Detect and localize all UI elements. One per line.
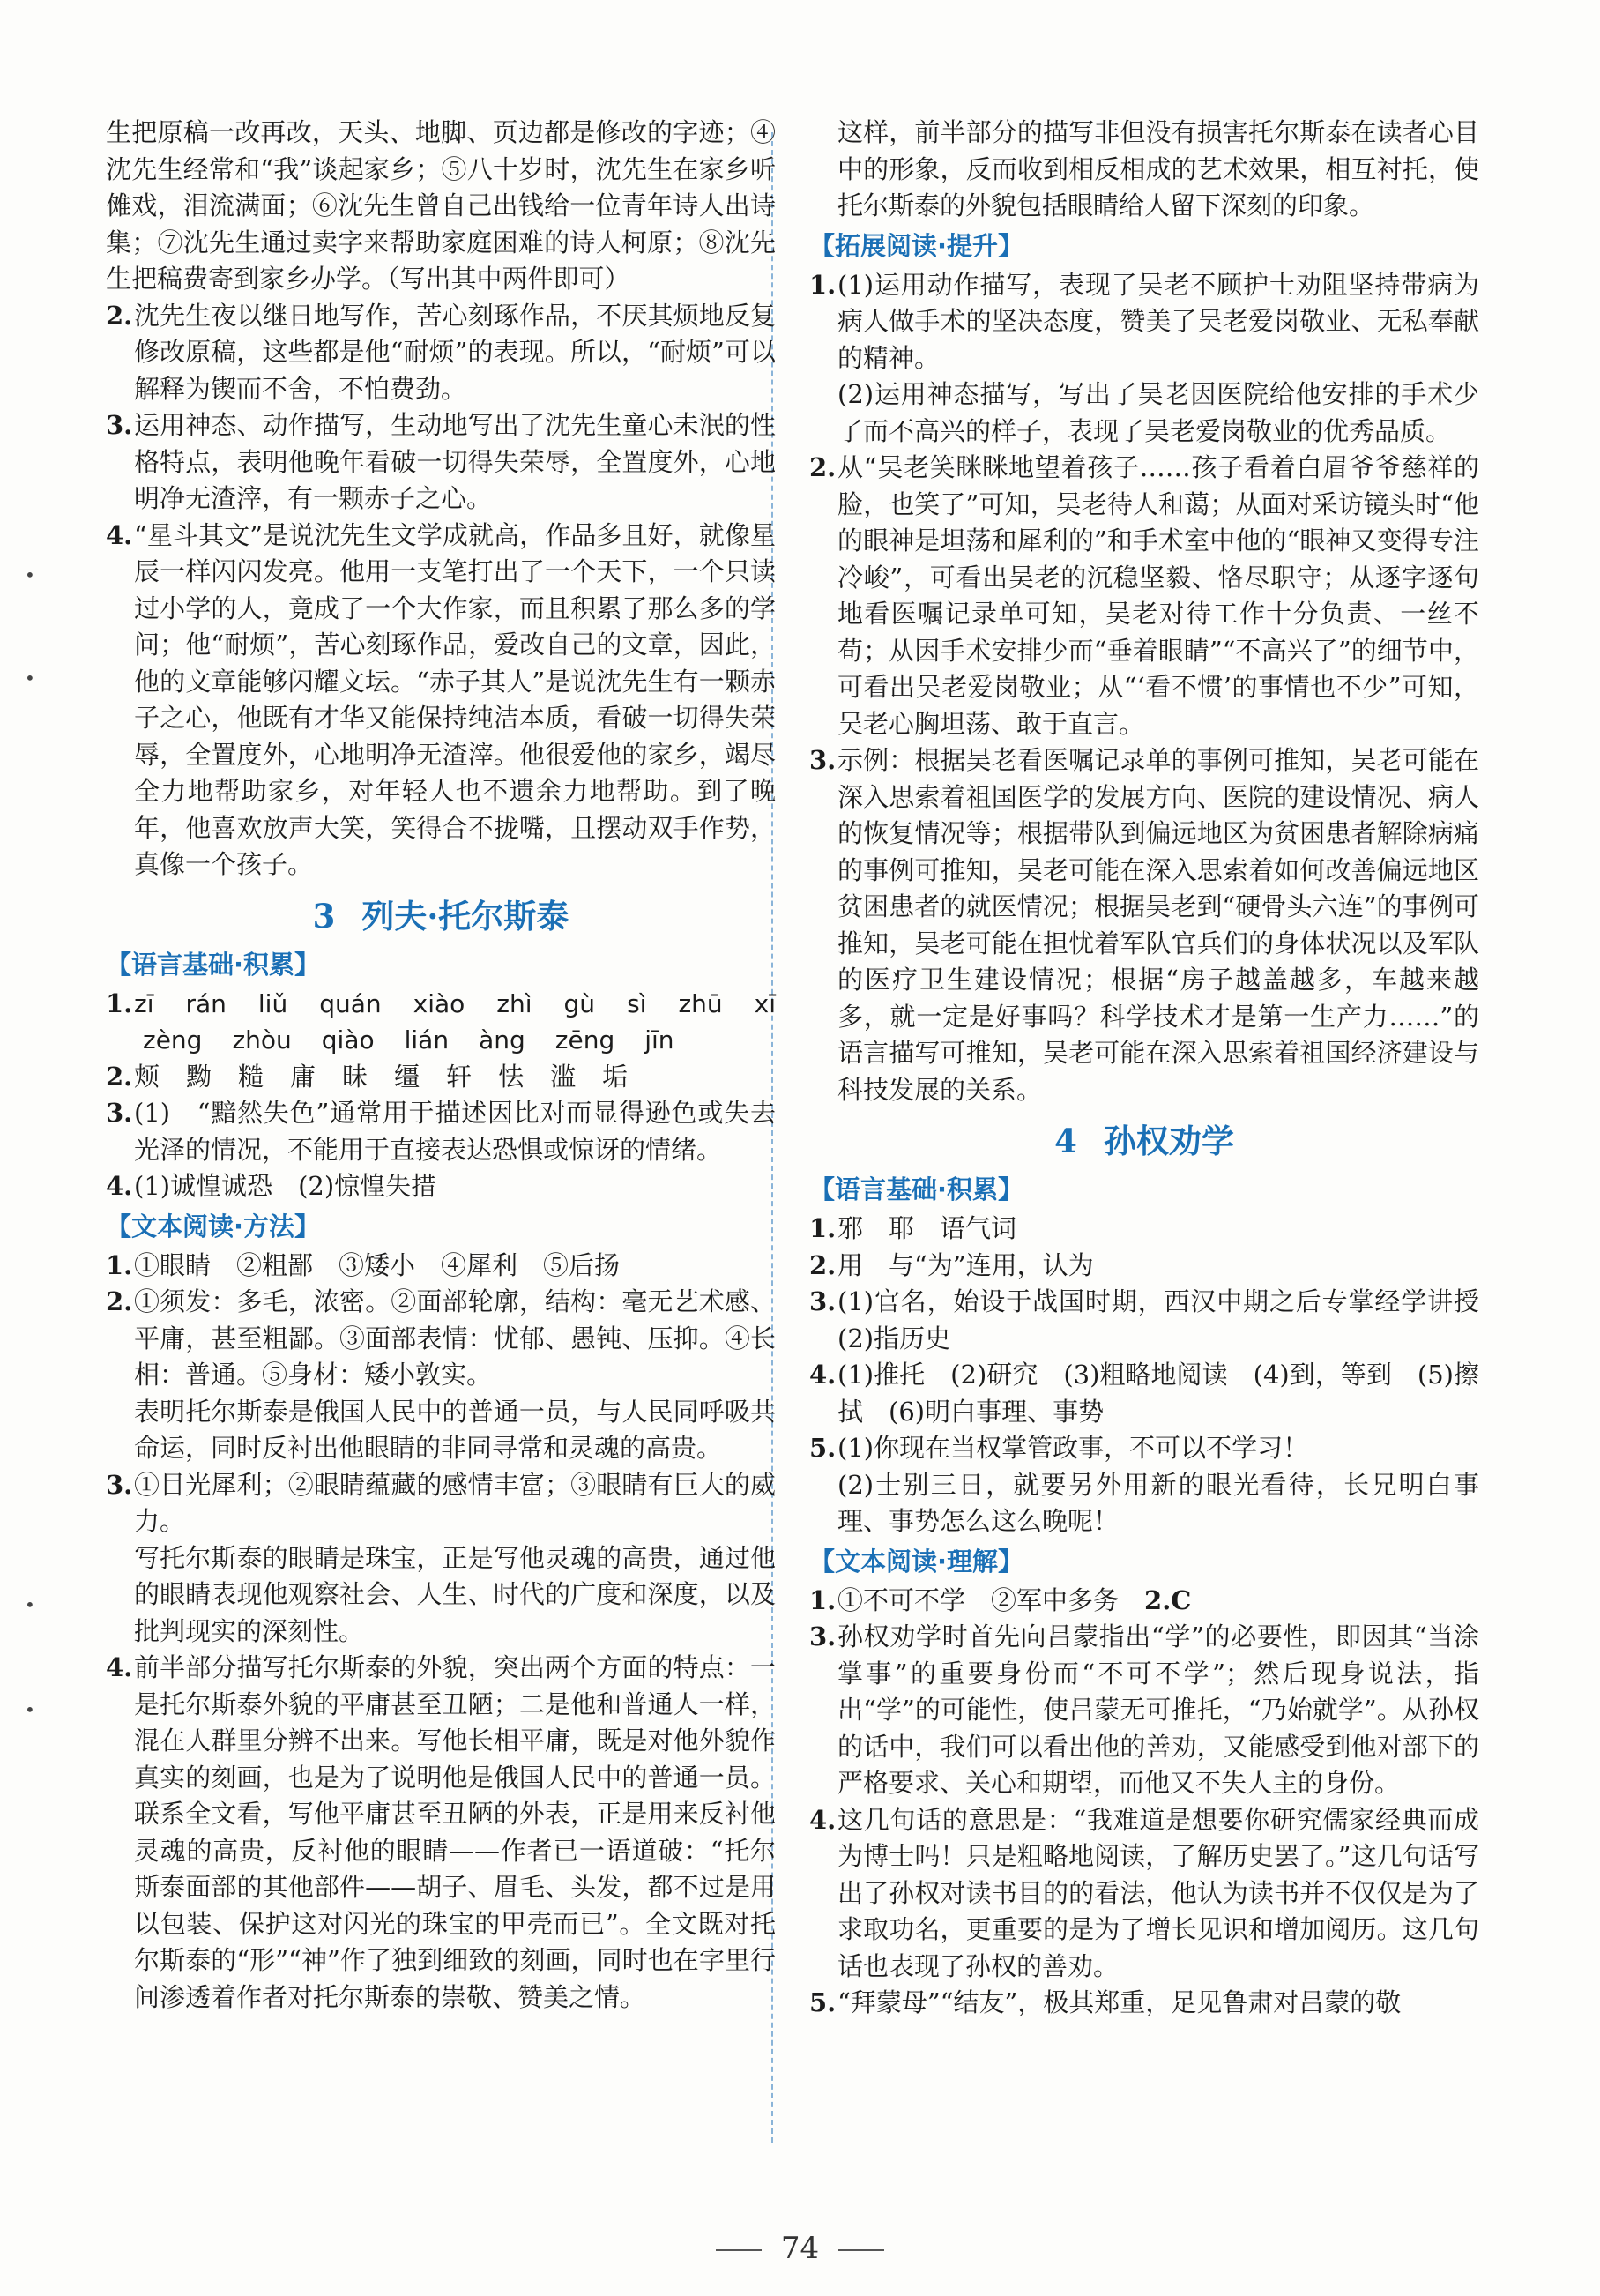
section-heading: 【语言基础·积累】 [106,949,321,980]
answer-item [809,1211,1479,1248]
answer-text: 从“吴老笑眯眯地望着孩子……孩子看着白眉爷爷慈祥的脸，也笑了”可知，吴老待人和蔼；从面对采访镜头时“他的眼神是坦荡和犀利的”和手术室中他的“眼神又变得专注冷峻”，可看出吴老的沉稳坚毅、恪尽职守；从逐字逐句地看医嘱记录单可知，吴老对待工作十分负责、一丝不苟；从因手术安排少而“垂着眼睛”“不高兴了”的细节中，可看出吴老爱岗敬业；从“‘看不惯’的事情也不少”可知，吴老心胸坦荡、敢于直言。 [837,452,1479,739]
lesson-name: 孙权劝学 [1103,1122,1234,1160]
character: 轩 [446,1061,473,1092]
left-column [106,115,776,2016]
section-heading: 【语言基础·积累】 [809,1174,1024,1204]
answer-item [106,1248,776,1285]
item-number: 1. [106,988,133,1018]
answer-text: ①眼睛 ②粗鄙 ③矮小 ④犀利 ⑤后扬 [134,1249,621,1280]
pinyin: liǔ [257,988,288,1018]
answer-item [809,1583,1479,1620]
answer-item [809,1284,1506,1357]
item-number: 1. [809,1213,837,1243]
item-number: 2. [106,300,133,331]
answer-item [106,1095,776,1168]
margin-dot: • [25,564,35,585]
item-number: 4. [106,519,133,550]
item-number: 4. [809,1360,837,1390]
lesson-number: 3 [312,896,336,936]
answer-text: (1)运用动作描写，表现了吴老不顾护士劝阻坚持带病为病人做手术的坚决态度，赞美了吴老爱岗敬业、无私奉献的精神。 [837,269,1479,373]
answer-text: “拜蒙母”“结友”，极其郑重，足见鲁肃对吕蒙的敬 [837,1987,1402,2017]
item-number: 1. [106,1249,133,1280]
answer-item [106,1467,776,1540]
pinyin-row [134,986,776,1023]
pinyin: rán [185,988,227,1018]
answer-item [106,1284,776,1394]
answer-item [809,450,1479,742]
answer-item [809,1985,1479,2022]
pinyin: xī [754,988,776,1018]
character: 庸 [290,1061,316,1092]
page-footer [0,2231,1600,2266]
section-heading: 【文本阅读·理解】 [809,1546,1024,1577]
answer-item [106,1650,776,2016]
answer-text: 用 与“为”连用，认为 [837,1249,1094,1280]
footer-dash [716,2249,762,2251]
answer-item [809,267,1479,377]
answer-text: (1) “黯然失色”通常用于描述因比对而显得逊色或失去光泽的情况，不能用于直接表达恐惧或惊讶的情绪。 [134,1098,776,1165]
item-number: 4. [809,1804,837,1835]
answer-item [106,407,776,518]
answer-text: (1)诚惶诚恐 (2)惊惶失措 [134,1171,437,1201]
answer-item [106,986,776,1023]
item-number: 2. [106,1286,133,1316]
item-number: 5. [809,1433,837,1463]
answer-item [809,1248,1479,1285]
answer-item [809,742,1479,1108]
answer-item [106,298,776,408]
answer-item [106,1168,776,1205]
item-number: 2. [106,1061,133,1092]
answer-text: 示例：根据吴老看医嘱记录单的事例可推知，吴老可能在深入思索着祖国医学的发展方向、医院的建设情况、病人的恢复情况等；根据带队到偏远地区为贫困患者解除病痛的事例可推知，吴老可能在深入思索着如何改善偏远地区贫困患者的就医情况；根据吴老到“硬骨头六连”的事例可推知，吴老可能在担忧着军队官兵们的身体状况以及军队的医疗卫生建设情况；根据“房子越盖越多，车越来越多，就一定是好事吗？科学技术才是第一生产力……”的语言描写可推知，吴老可能在深入思索着祖国经济建设与科技发展的关系。 [837,745,1479,1105]
pinyin: zhòu [232,1025,292,1055]
answer-text: 生把原稿一改再改，天头、地脚、页边都是修改的字迹；④沈先生经常和“我”谈起家乡；⑤八十岁时，沈先生在家乡听傩戏，泪流满面；⑥沈先生曾自己出钱给一位青年诗人出诗集；⑦沈先生通过卖字来帮助家庭困难的诗人柯原；⑧沈先生把稿费寄到家乡办学。（写出其中两件即可） [106,117,776,294]
pinyin-row [106,1022,776,1059]
character: 颊 [134,1061,160,1092]
item-number: 3. [809,1286,837,1316]
item-number: 3. [809,745,837,775]
answer-text: (2)运用神态描写，写出了吴老因医院给他安排的手术少了而不高兴的样子，表现了吴老爱岗敬业的优秀品质。 [837,379,1479,446]
margin-dot: • [25,667,35,689]
pinyin: lián [404,1025,450,1055]
character-list [134,1059,776,1096]
pinyin: zī [134,988,154,1018]
answer-text: 2.C [1144,1584,1192,1615]
answer-text: 前半部分描写托尔斯泰的外貌，突出两个方面的特点：一是托尔斯泰外貌的平庸甚至丑陋；二是他和普通人一样，混在人群里分辨不出来。写他长相平庸，既是对他外貌作真实的刻画，也是为了说明他是俄国人民中的普通一员。联系全文看，写他平庸甚至丑陋的外表，正是用来反衬他灵魂的高贵，反衬他的眼睛——作者已一语道破：“托尔斯泰面部的其他部件——胡子、眉毛、头发，都不过是用以包装、保护这对闪光的珠宝的甲壳而已”。全文既对托尔斯泰的“形”“神”作了独到细致的刻画，同时也在字里行间渗透着作者对托尔斯泰的崇敬、赞美之情。 [134,1652,776,2012]
answer-text: 表明托尔斯泰是俄国人民中的普通一员，与人民同呼吸共命运，同时反衬出他眼睛的非同寻常和灵魂的高贵。 [134,1396,776,1463]
character: 怯 [498,1061,525,1092]
answer-text: (1)官名，始设于战国时期，西汉中期之后专掌经学讲授 (2)指历史 [837,1286,1506,1353]
item-number: 2. [809,1249,837,1280]
pinyin: zhū [678,988,723,1018]
pinyin: xiào [413,988,465,1018]
answer-text: 运用神态、动作描写，生动地写出了沈先生童心未泯的性格特点，表明他晚年看破一切得失荣辱，全置度外，心地明净无渣滓，有一颗赤子之心。 [134,410,776,513]
character: 缰 [394,1061,420,1092]
answer-text: (1)推托 (2)研究 (3)粗略地阅读 (4)到，等到 (5)擦拭 (6)明白事理、事势 [837,1360,1479,1427]
character: 昧 [342,1061,368,1092]
answer-text: 这几句话的意思是：“我难道是想要你研究儒家经典而成为博士吗！只是粗略地阅读，了解历史罢了。”这几句话写出了孙权对读书目的的看法，他认为读书并不仅仅是为了求取功名，更重要的是为了增长见识和增加阅历。这几句话也表现了孙权的善劝。 [837,1804,1479,1981]
character: 糙 [238,1061,264,1092]
pinyin: qiào [321,1025,375,1055]
lesson-title [106,889,776,943]
item-number: 1. [809,269,837,300]
answer-item [106,518,776,883]
pinyin: jīn [644,1025,674,1055]
answer-text: ①须发：多毛，浓密。②面部轮廓，结构：毫无艺术感、平庸，甚至粗鄙。③面部表情：忧郁、愚钝、压抑。④长相：普通。⑤身材：矮小敦实。 [134,1286,776,1390]
answer-text: 邪 耶 语气词 [837,1213,1017,1243]
pinyin: àng [479,1025,525,1055]
answer-text: (1)你现在当权掌管政事，不可以不学习！ [837,1433,1309,1463]
item-number: 3. [106,410,133,440]
item-number: 4. [106,1171,133,1201]
section-heading: 【拓展阅读·提升】 [809,230,1024,261]
answer-text: 写托尔斯泰的眼睛是珠宝，正是写他灵魂的高贵，通过他的眼睛表现他观察社会、人生、时代的广度和深度，以及批判现实的深刻性。 [134,1542,776,1646]
answer-text: ①目光犀利；②眼睛蕴藏的感情丰富；③眼睛有巨大的威力。 [134,1469,776,1536]
page-number: 74 [780,2231,820,2266]
pinyin: zēng [554,1025,615,1055]
item-number: 2. [809,452,837,482]
answer-item [809,1619,1479,1802]
pinyin: quán [319,988,382,1018]
item-number: 3. [106,1098,133,1128]
answer-text: “星斗其文”是说沈先生文学成就高，作品多且好，就像星辰一样闪闪发亮。他用一支笔打出了一个天下，一个只读过小学的人，竟成了一个大作家，而且积累了那么多的学问；他“耐烦”，苦心刻琢作品，爱改自己的文章，因此，他的文章能够闪耀文坛。“赤子其人”是说沈先生有一颗赤子之心，他既有才华又能保持纯洁本质，看破一切得失荣辱，全置度外，心地明净无渣滓。他很爱他的家乡，竭尽全力地帮助家乡，对年轻人也不遗余力地帮助。到了晚年，他喜欢放声大笑，笑得合不拢嘴，且摆动双手作势，真像一个孩子。 [134,519,776,879]
character: 垢 [602,1061,629,1092]
answer-item [809,1802,1479,1986]
character: 滥 [550,1061,577,1092]
right-column [809,115,1506,2022]
section-heading: 【文本阅读·方法】 [106,1211,321,1241]
pinyin: zèng [143,1025,203,1055]
answer-text: ①不可不学 ②军中多务 [837,1584,1145,1615]
margin-dot: • [25,1594,35,1615]
answer-text: 沈先生夜以继日地写作，苦心刻琢作品，不厌其烦地反复修改原稿，这些都是他“耐烦”的表现。所以，“耐烦”可以解释为锲而不舍，不怕费劲。 [134,300,776,404]
answer-text: (2)士别三日，就要另外用新的眼光看待，长兄明白事理、事势怎么这么晚呢！ [837,1469,1479,1536]
answer-text: 孙权劝学时首先向吕蒙指出“学”的必要性，即因其“当涂掌事”的重要身份而“不可不学”；然后现身说法，指出“学”的可能性，使吕蒙无可推托，“乃始就学”。从孙权的话中，我们可以看出他的善劝，又能感受到他对部下的严格要求、关心和期望，而他又不失人主的身份。 [837,1621,1479,1798]
lesson-title [809,1114,1479,1168]
pinyin: sì [627,988,647,1018]
margin-dot: • [25,1699,35,1720]
item-number: 4. [106,1652,133,1682]
lesson-name: 列夫·托尔斯泰 [361,896,569,936]
item-number: 3. [809,1621,837,1651]
item-number: 3. [106,1469,133,1500]
pinyin: gù [563,988,596,1018]
lesson-number: 4 [1054,1122,1077,1160]
answer-text: 这样，前半部分的描写非但没有损害托尔斯泰在读者心目中的形象，反而收到相反相成的艺术效果，相互衬托，使托尔斯泰的外貌包括眼睛给人留下深刻的印象。 [837,117,1479,220]
item-number: 1. [809,1584,837,1615]
character: 黝 [186,1061,212,1092]
answer-item [106,1059,776,1096]
footer-dash [838,2249,884,2251]
answer-item [809,1430,1479,1467]
pinyin: zhì [496,988,532,1018]
answer-item [809,1357,1479,1430]
item-number: 5. [809,1987,837,2017]
